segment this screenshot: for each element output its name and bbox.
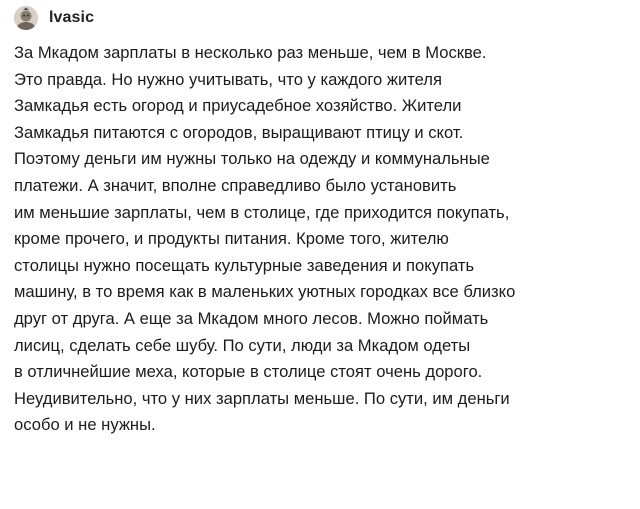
post-text-line: машину, в то время как в маленьких уютных городках все близко (14, 282, 516, 302)
post-text-line: Неудивительно, что у них зарплаты меньше. По сути, им деньги (14, 388, 510, 408)
post-text-line: столицы нужно посещать культурные заведения и покупать (14, 255, 475, 275)
post-text-line: Поэтому деньги им нужны только на одежду и коммунальные (14, 149, 490, 169)
post-text-line: Замкадья питаются с огородов, выращивают птицу и скот. (14, 122, 464, 142)
author-username[interactable]: lvasic (49, 9, 95, 26)
post-text-line: платежи. А значит, вполне справедливо было установить (14, 175, 457, 195)
post-text-line: Это правда. Но нужно учитывать, что у каждого жителя (14, 69, 442, 89)
post-text (14, 40, 634, 439)
post-text-line: друг от друга. А еще за Мкадом много лесов. Можно поймать (14, 308, 489, 328)
post-text-line: кроме прочего, и продукты питания. Кроме того, жителю (14, 229, 449, 249)
user-avatar-icon[interactable] (14, 6, 38, 30)
post-header (14, 3, 94, 33)
post-text-line: Замкадья есть огород и приусадебное хозяйство. Жители (14, 96, 462, 116)
post-text-line: лисиц, сделать себе шубу. По сути, люди за Мкадом одеты (14, 335, 471, 355)
post-text-line: особо и не нужны. (14, 415, 156, 435)
post-text-line: в отличнейшие меха, которые в столице стоят очень дорого. (14, 362, 483, 382)
post-text-line: им меньшие зарплаты, чем в столице, где приходится покупать, (14, 202, 510, 222)
post-text-line: За Мкадом зарплаты в несколько раз меньше, чем в Москве. (14, 43, 487, 62)
